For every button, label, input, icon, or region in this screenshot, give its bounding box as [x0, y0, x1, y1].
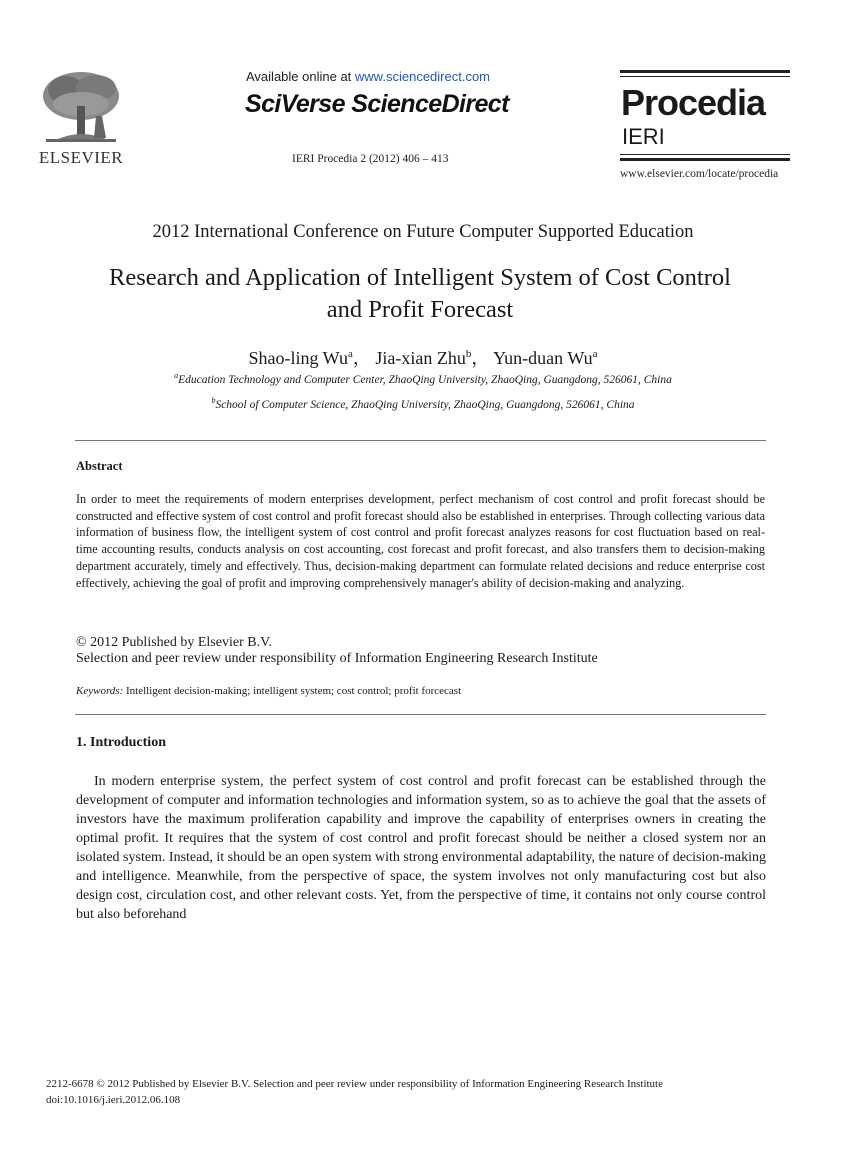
footer-doi-link[interactable]: doi:10.1016/j.ieri.2012.06.108 — [46, 1094, 181, 1106]
available-online-line — [246, 69, 490, 84]
footer-issn-line: 2212-6678 © 2012 Published by Elsevier B.V. Selection and peer review under responsibility of Information Engineering Research Institute — [46, 1078, 663, 1090]
abstract-body: In order to meet the requirements of modern enterprises development, perfect mechanism of cost control and profit forecast should be constructed and effective system of cost control and profit forecast should also be established in enterprises. Through collecting various data information of business flow, the intelligent system of cost control and profit forecast analyzes reasons for cost fluctuation based on real-time accounting results, conducts analysis on cost accounting, cost forecast and profit forecast, and also transfers them to decision-making department accurately, timely and effectively. Thus, decision-making department can formulate related decisions and reduce enterprise cost effectively, achieving the goal of profit and improving comprehensively manager's ability of decision-making and analyzing. — [76, 492, 765, 590]
author-name: Yun-duan Wu — [493, 348, 593, 368]
procedia-title: Procedia — [621, 82, 766, 123]
keywords-list: Intelligent decision-making; intelligent system; cost control; profit forcecast — [123, 685, 462, 697]
section-divider — [75, 714, 766, 715]
peer-review-notice: Selection and peer review under responsibility of Information Engineering Research Institute — [76, 651, 598, 666]
author-separator: ， — [471, 348, 490, 368]
title-line: Research and Application of Intelligent System of Cost Control — [109, 264, 731, 291]
author-list — [0, 344, 846, 370]
affiliation-a — [0, 371, 846, 386]
sciverse-sciencedirect-logo: SciVerse ScienceDirect — [245, 90, 509, 118]
elsevier-tree-icon — [26, 68, 136, 148]
author-name: Jia-xian Zhu — [375, 348, 466, 368]
affil-text: Education Technology and Computer Center, ZhaoQing University, ZhaoQing, Guangdong, 526061, China — [178, 373, 672, 386]
available-prefix: Available online at — [246, 69, 355, 84]
author-separator: ， — [352, 348, 371, 368]
conference-name: 2012 International Conference on Future Computer Supported Education — [152, 222, 694, 242]
introduction-heading: 1. Introduction — [76, 735, 166, 750]
logo-rule — [620, 76, 790, 77]
section-divider — [75, 440, 766, 441]
elsevier-logo — [26, 68, 136, 168]
ieri-subtitle: IERI — [622, 124, 665, 149]
logo-rule — [620, 158, 790, 161]
journal-url-link[interactable]: www.elsevier.com/locate/procedia — [620, 168, 779, 180]
keywords-label: Keywords: — [76, 685, 124, 697]
introduction-body: In modern enterprise system, the perfect system of cost control and profit forecast can be established through the development of computer and information technologies and information system, so as to achieve the goal that the assets of investors have the maximum proliferation capability and improve the capability of enterprises owners in creating the optimal profit. It requires that the system of cost control and profit forecast should be neither a closed system nor an isolated system. Instead, it should be an open system with strong environmental adaptability, the nature of decision-making and intelligence. Meanwhile, from the perspective of space, the system involves not only manufacturing cost but also design cost, circulation cost, and other relevant costs. Yet, from the perspective of time, it contains not only course control but also beforehand — [76, 774, 766, 922]
affil-mark: b — [211, 396, 216, 405]
title-line: and Profit Forecast — [326, 296, 514, 323]
elsevier-wordmark: ELSEVIER — [38, 148, 124, 167]
logo-rule — [620, 154, 790, 155]
sciencedirect-link[interactable]: www.sciencedirect.com — [354, 69, 491, 84]
logo-rule — [620, 70, 790, 73]
abstract-heading: Abstract — [76, 459, 123, 473]
author-affil-mark: a — [592, 348, 598, 360]
author-affil-mark: a — [347, 348, 353, 360]
affil-mark: a — [174, 371, 179, 380]
paper-title — [60, 262, 780, 326]
author-name: Shao-ling Wu — [248, 348, 348, 368]
journal-citation: IERI Procedia 2 (2012) 406 – 413 — [292, 153, 449, 165]
keywords-line — [76, 685, 461, 697]
affiliation-b — [0, 396, 846, 411]
copyright-notice: © 2012 Published by Elsevier B.V. — [76, 635, 272, 650]
author-affil-mark: b — [465, 348, 472, 360]
affil-text: School of Computer Science, ZhaoQing University, ZhaoQing, Guangdong, 526061, China — [215, 398, 635, 411]
